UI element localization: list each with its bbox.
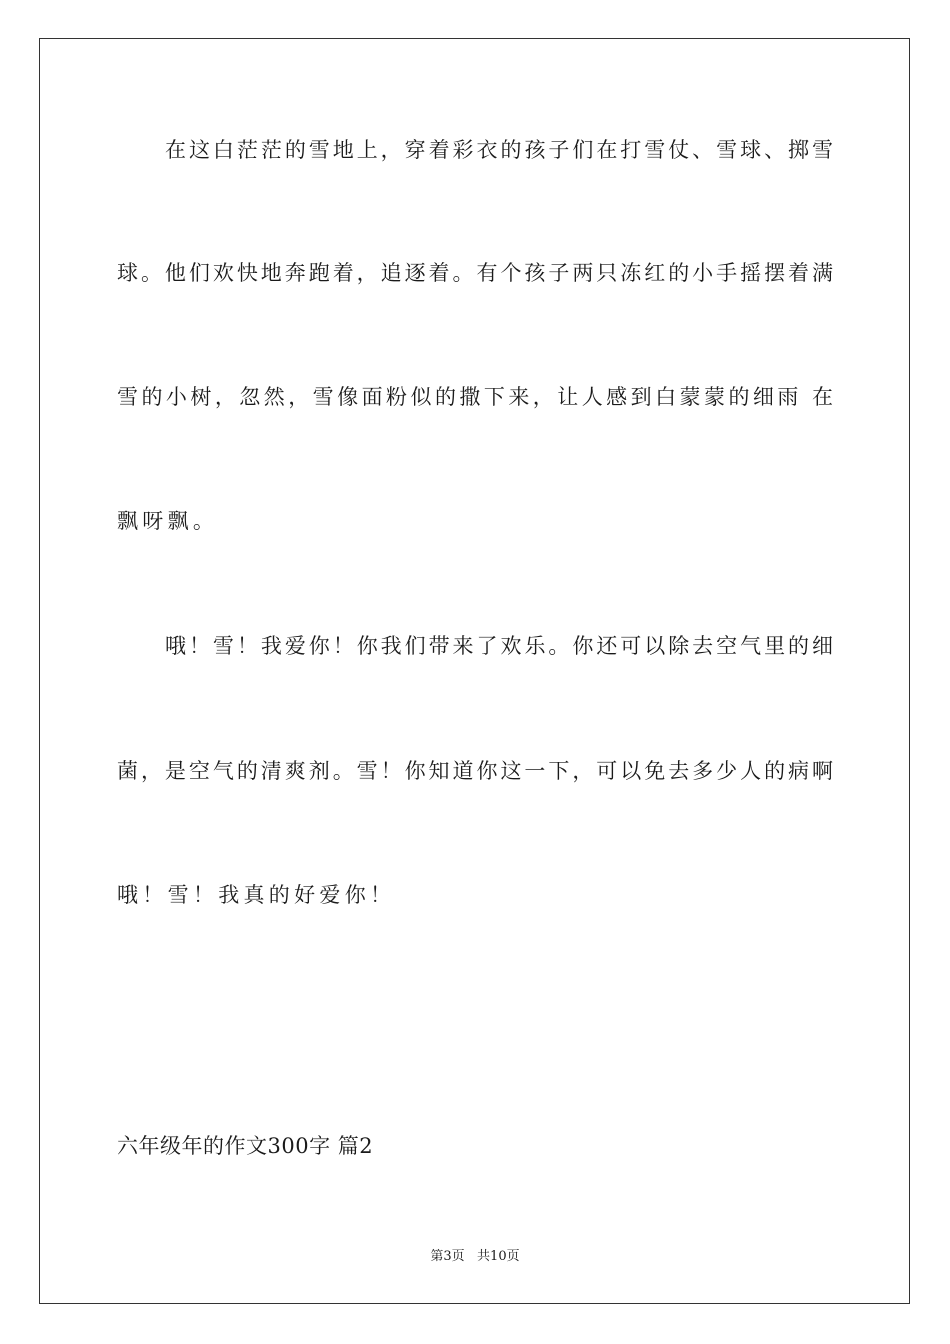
paragraph1-line4: 飘呀飘。 xyxy=(117,509,219,533)
section-heading: 六年级年的作文300字 篇2 xyxy=(117,1134,374,1158)
paragraph1-line3: 雪的小树，忽然，雪像面粉似的撒下来，让人感到白蒙蒙的细雨 在 xyxy=(117,385,833,409)
paragraph1-line1: 在这白茫茫的雪地上，穿着彩衣的孩子们在打雪仗、雪球、掷雪 xyxy=(165,138,833,162)
paragraph2-line2: 菌，是空气的清爽剂。雪！你知道你这一下，可以免去多少人的病啊 xyxy=(117,759,833,783)
paragraph2-line3: 哦！雪！我真的好爱你！ xyxy=(117,883,396,907)
paragraph1-line2: 球。他们欢快地奔跑着，追逐着。有个孩子两只冻红的小手摇摆着满 xyxy=(117,261,833,285)
paragraph2-line1: 哦！雪！我爱你！你我们带来了欢乐。你还可以除去空气里的细 xyxy=(165,634,833,658)
page-border xyxy=(39,38,910,1304)
page-number-footer: 第3页 共10页 xyxy=(430,1249,520,1264)
